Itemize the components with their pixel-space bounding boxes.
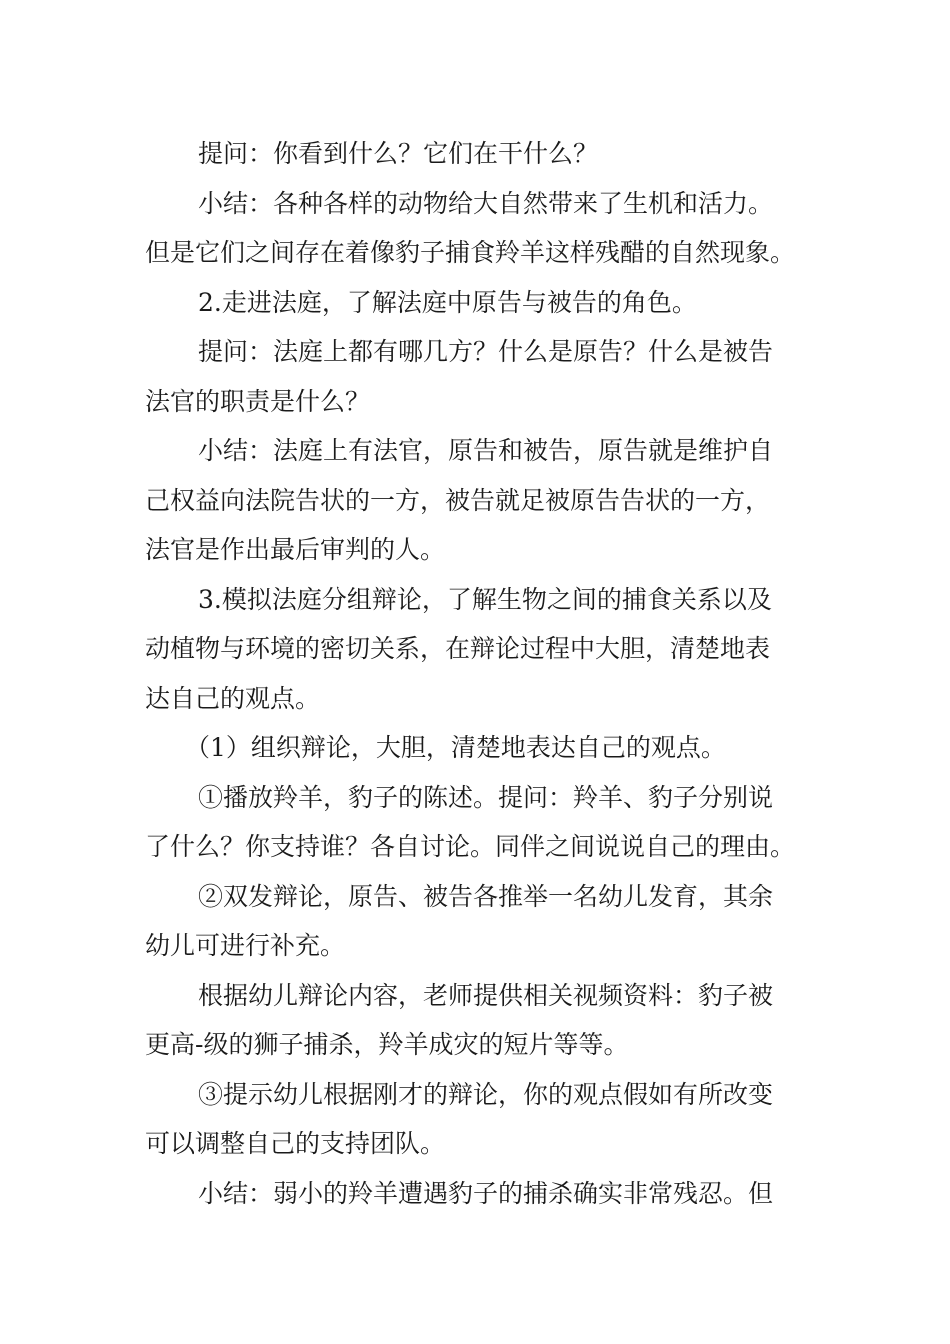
paragraph-continuation-line: 更高-级的狮子捕杀，羚羊成灾的短片等等。 bbox=[145, 1030, 629, 1059]
section-3-heading: 3.模拟法庭分组辩论，了解生物之间的捕食关系以及 bbox=[198, 584, 772, 614]
subsection-1-heading: （1）组织辩论，大胆，清楚地表达自己的观点。 bbox=[185, 733, 726, 762]
summary-line: 小结：弱小的羚羊遭遇豹子的捕杀确实非常残忍。但 bbox=[198, 1178, 774, 1208]
question-line: 提问：法庭上都有哪几方？什么是原告？什么是被告 bbox=[198, 337, 774, 366]
paragraph-line: 根据幼儿辩论内容，老师提供相关视频资料：豹子被 bbox=[198, 980, 774, 1010]
summary-line: 小结：法庭上有法官，原告和被告，原告就是维护自 bbox=[198, 436, 774, 465]
section-2-heading: 2.走进法庭，了解法庭中原告与被告的角色。 bbox=[198, 287, 697, 317]
step-3-continuation-line: 可以调整自己的支持团队。 bbox=[145, 1129, 446, 1158]
step-2-continuation-line: 幼儿可进行补充。 bbox=[145, 931, 346, 960]
summary-continuation-line: 法官是作出最后审判的人。 bbox=[145, 535, 446, 564]
step-3-line: ③提示幼儿根据刚才的辩论，你的观点假如有所改变 bbox=[198, 1079, 774, 1109]
section-3-continuation-line: 动植物与环境的密切关系，在辩论过程中大胆，清楚地表 bbox=[145, 634, 771, 663]
summary-continuation-line: 但是它们之间存在着像豹子捕食羚羊这样残醋的自然现象。 bbox=[145, 238, 796, 267]
question-continuation-line: 法官的职责是什么？ bbox=[145, 386, 371, 416]
question-line: 提问：你看到什么？它们在干什么？ bbox=[198, 139, 599, 168]
step-1-continuation-line: 了什么？你支持谁？各自讨论。同伴之间说说自己的理由。 bbox=[145, 832, 796, 861]
step-2-line: ②双发辩论，原告、被告各推举一名幼儿发育，其余 bbox=[198, 881, 774, 911]
summary-continuation-line: 己权益向法院告状的一方，被告就足被原告告状的一方， bbox=[145, 485, 771, 515]
step-1-line: ①播放羚羊，豹子的陈述。提问：羚羊、豹子分别说 bbox=[198, 782, 774, 812]
section-3-continuation-line: 达自己的观点。 bbox=[145, 683, 321, 713]
summary-line: 小结：各种各样的动物给大自然带来了生机和活力。 bbox=[198, 188, 774, 218]
document-body bbox=[145, 129, 810, 1218]
